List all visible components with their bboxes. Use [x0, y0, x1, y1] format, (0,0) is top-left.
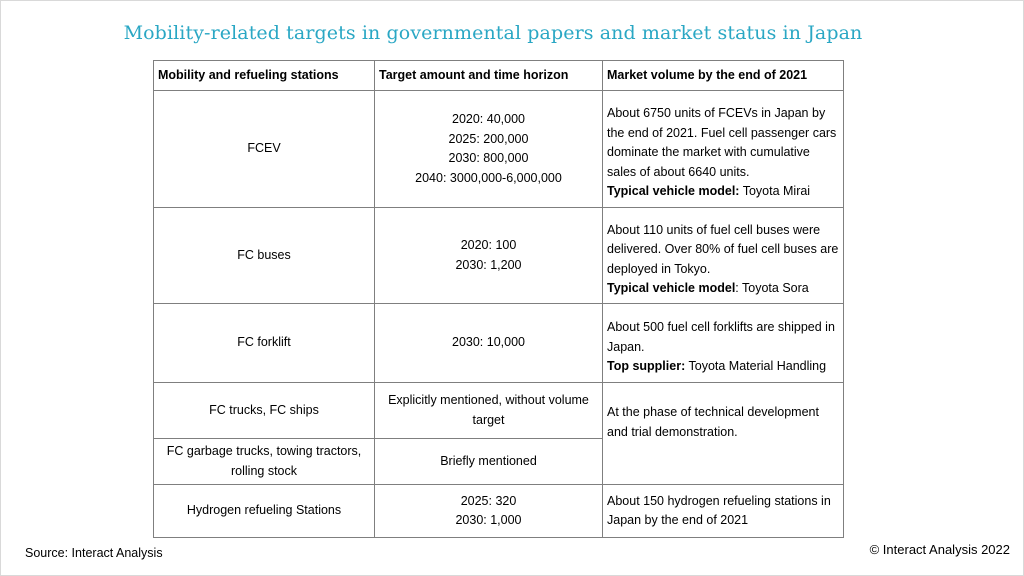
target-line: 2030: 1,000	[455, 513, 522, 527]
page-title: Mobility-related targets in governmental papers and market status in Japan	[123, 22, 863, 44]
table-row	[154, 304, 844, 383]
target-line: 2040: 3000,000-6,000,000	[415, 170, 562, 185]
market-value: : Toyota Sora	[735, 281, 809, 295]
table-row	[154, 208, 844, 304]
target-cell	[375, 304, 603, 383]
market-text: About 110 units of fuel cell buses were delivered. Over 80% of fuel cell buses are deployed in Tokyo.	[607, 222, 839, 276]
mobility-cell: FC trucks, FC ships	[154, 383, 375, 439]
mobility-cell: FCEV	[154, 91, 375, 208]
mobility-cell: FC buses	[154, 208, 375, 304]
column-header: Target amount and time horizon	[375, 61, 603, 91]
market-cell	[603, 91, 844, 208]
copyright-note: © Interact Analysis 2022	[869, 542, 1010, 557]
mobility-cell: FC forklift	[154, 304, 375, 383]
table-row	[154, 485, 844, 538]
table-row	[154, 383, 844, 439]
target-cell	[375, 383, 603, 439]
market-text: About 150 hydrogen refueling stations in Japan by the end of 2021	[607, 493, 831, 527]
target-line: Briefly mentioned	[440, 453, 537, 468]
column-header: Market volume by the end of 2021	[603, 61, 844, 91]
market-cell	[603, 383, 844, 485]
target-line: 2030: 800,000	[448, 151, 529, 165]
table-header-row	[154, 61, 844, 91]
target-cell	[375, 439, 603, 485]
market-text: About 500 fuel cell forklifts are shipped in Japan.	[607, 320, 835, 354]
market-label: Typical vehicle model:	[607, 184, 740, 199]
market-label: Typical vehicle model	[607, 281, 736, 295]
market-cell	[603, 208, 844, 304]
market-cell	[603, 485, 844, 538]
target-cell	[375, 208, 603, 304]
market-cell	[603, 304, 844, 383]
target-line: 2030: 1,200	[455, 257, 522, 272]
target-line: 2025: 200,000	[448, 131, 529, 146]
target-line: 2025: 320	[460, 493, 517, 508]
target-line: 2020: 100	[460, 238, 517, 252]
target-cell	[375, 91, 603, 208]
mobility-cell: FC garbage trucks, towing tractors, rolling stock	[154, 439, 375, 485]
target-line: 2030: 10,000	[452, 335, 525, 350]
target-line: Explicitly mentioned, without volume target	[388, 393, 589, 427]
market-value: Toyota Material Handling	[685, 359, 827, 374]
mobility-cell: Hydrogen refueling Stations	[154, 485, 375, 538]
market-value: Toyota Mirai	[739, 184, 811, 199]
market-label: Top supplier:	[607, 359, 686, 374]
target-cell	[375, 485, 603, 538]
data-table	[153, 60, 844, 538]
market-text: About 6750 units of FCEVs in Japan by the end of 2021. Fuel cell passenger cars dominate the market with cumulative sales of about 6640 units.	[607, 106, 837, 179]
source-note: Source: Interact Analysis	[25, 546, 163, 560]
column-header: Mobility and refueling stations	[154, 61, 375, 91]
target-line: 2020: 40,000	[452, 112, 525, 126]
market-text: At the phase of technical development and trial demonstration.	[607, 405, 819, 439]
table-row	[154, 91, 844, 208]
